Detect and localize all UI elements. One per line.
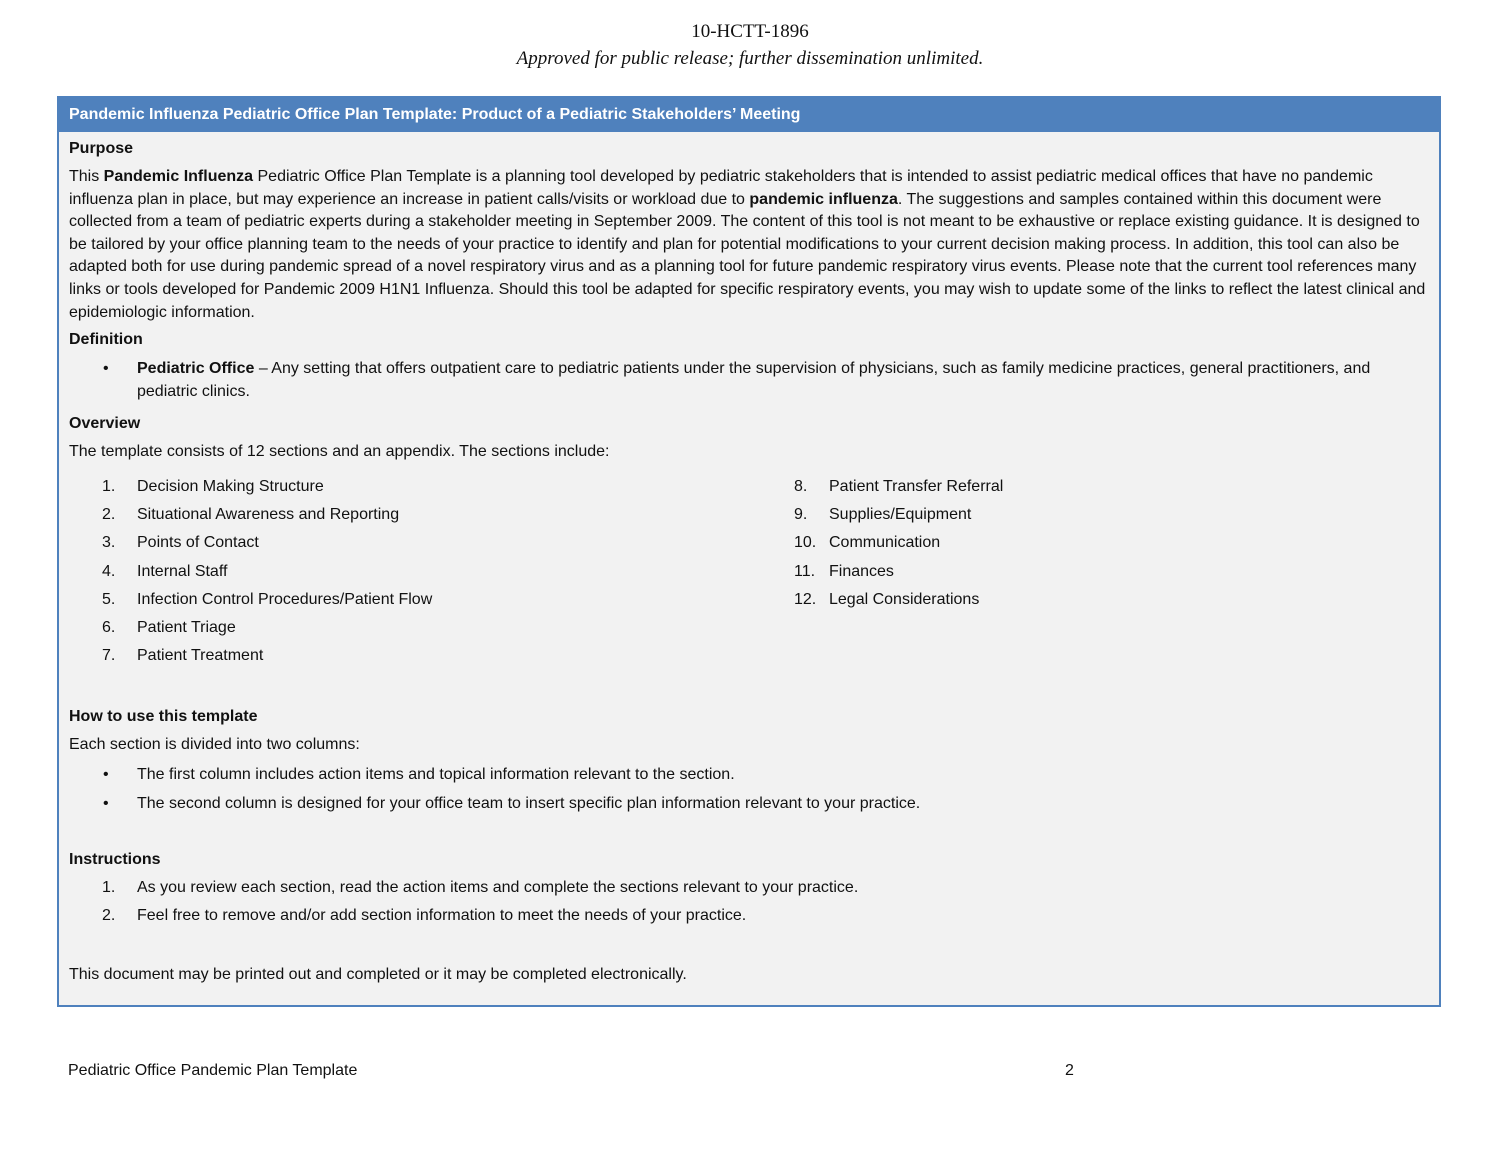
purpose-text-1: Pediatric Office Plan Template is a planning tool developed by pediatric stakeholders that is intended to assist pediatric medical offices that have no pandemic influenza plan in place, but may experience an increase in patient calls/visits or workload due to	[69, 168, 1373, 208]
page-number: 2	[1065, 1062, 1074, 1079]
definition-text: – Any setting that offers outpatient care to pediatric patients under the supervision of physicians, such as family medicine practices, general practitioners, and pediatric clinics.	[137, 360, 1371, 400]
section-item: 10. Communication	[794, 534, 941, 552]
definition-term: Pediatric Office	[137, 360, 255, 378]
purpose-heading: Purpose	[69, 140, 134, 157]
panel-body	[59, 138, 1439, 986]
overview-intro: The template consists of 12 sections and an appendix. The sections include:	[69, 443, 610, 461]
bullet-icon: •	[103, 360, 109, 378]
section-item: 2. Situational Awareness and Reporting	[102, 506, 400, 524]
section-item: 6. Patient Triage	[102, 618, 236, 636]
section-item: 3. Points of Contact	[102, 534, 259, 552]
closing-note: This document may be printed out and completed or it may be completed electronically.	[69, 965, 687, 983]
document-id: 10-HCTT-1896	[691, 21, 809, 42]
purpose-text-2: . The suggestions and samples contained within this document were collected from a team of pediatric experts during a stakeholder meeting in September 2009. The content of this tool is not meant to be exhaustive or replace existing guidance. It is designed to be tailored by your office planning team to the needs of your practice to identify and plan for potential modifications to your current decision making process. In addition, this tool can also be adapted both for use during pandemic spread of a novel respiratory virus and as a planning tool for future pandemic respiratory virus events. Please note that the current tool references many links or tools developed for Pandemic 2009 H1N1 Influenza. Should this tool be adapted for specific respiratory events, you may wish to update some of the links to reflect the latest clinical and epidemiologic information.	[69, 190, 1426, 321]
list-item: • The second column is designed for your office team to insert specific plan information relevant to your practice.	[69, 793, 1429, 816]
template-panel	[57, 96, 1441, 1007]
section-item: 12. Legal Considerations	[794, 590, 980, 608]
how-to-use-list	[69, 764, 1429, 815]
how-to-use-heading: How to use this template	[69, 708, 258, 726]
footer-title: Pediatric Office Pandemic Plan Template	[68, 1062, 358, 1079]
definition-list	[69, 358, 1429, 403]
section-item: 7. Patient Treatment	[102, 647, 264, 665]
definition-item	[69, 358, 1429, 403]
instructions-heading: Instructions	[69, 851, 161, 869]
bullet-icon: •	[103, 765, 109, 783]
list-item: 1. As you review each section, read the action items and complete the sections relevant to your practice.	[102, 879, 859, 897]
panel-title: Pandemic Influenza Pediatric Office Plan Template: Product of a Pediatric Stakeholders’ Meeting	[59, 98, 1439, 132]
document-header	[0, 18, 1500, 72]
list-item: 2. Feel free to remove and/or add section information to meet the needs of your practice.	[102, 907, 747, 925]
sections-list-right	[761, 473, 1003, 670]
definition-heading: Definition	[69, 331, 143, 349]
purpose-bold-term-2: pandemic influenza	[749, 190, 898, 208]
bullet-icon: •	[103, 794, 109, 812]
sections-list-left	[69, 473, 761, 670]
how-to-use-intro: Each section is divided into two columns:	[69, 736, 360, 754]
section-item: 5. Infection Control Procedures/Patient Flow	[102, 590, 433, 608]
release-statement: Approved for public release; further dissemination unlimited.	[516, 48, 984, 69]
section-item: 8. Patient Transfer Referral	[794, 477, 1004, 495]
section-item: 4. Internal Staff	[102, 562, 228, 580]
purpose-bold-term-1: Pandemic Influenza	[103, 168, 254, 185]
purpose-intro: This	[69, 168, 104, 185]
purpose-paragraph	[69, 166, 1429, 324]
section-item: 1. Decision Making Structure	[102, 477, 324, 495]
section-item: 9. Supplies/Equipment	[794, 506, 972, 524]
overview-heading: Overview	[69, 415, 141, 433]
sections-list	[69, 473, 1429, 670]
list-item: • The first column includes action items and topical information relevant to the section.	[69, 764, 1429, 787]
instructions-list	[69, 874, 1429, 930]
section-item: 11. Finances	[794, 562, 894, 580]
